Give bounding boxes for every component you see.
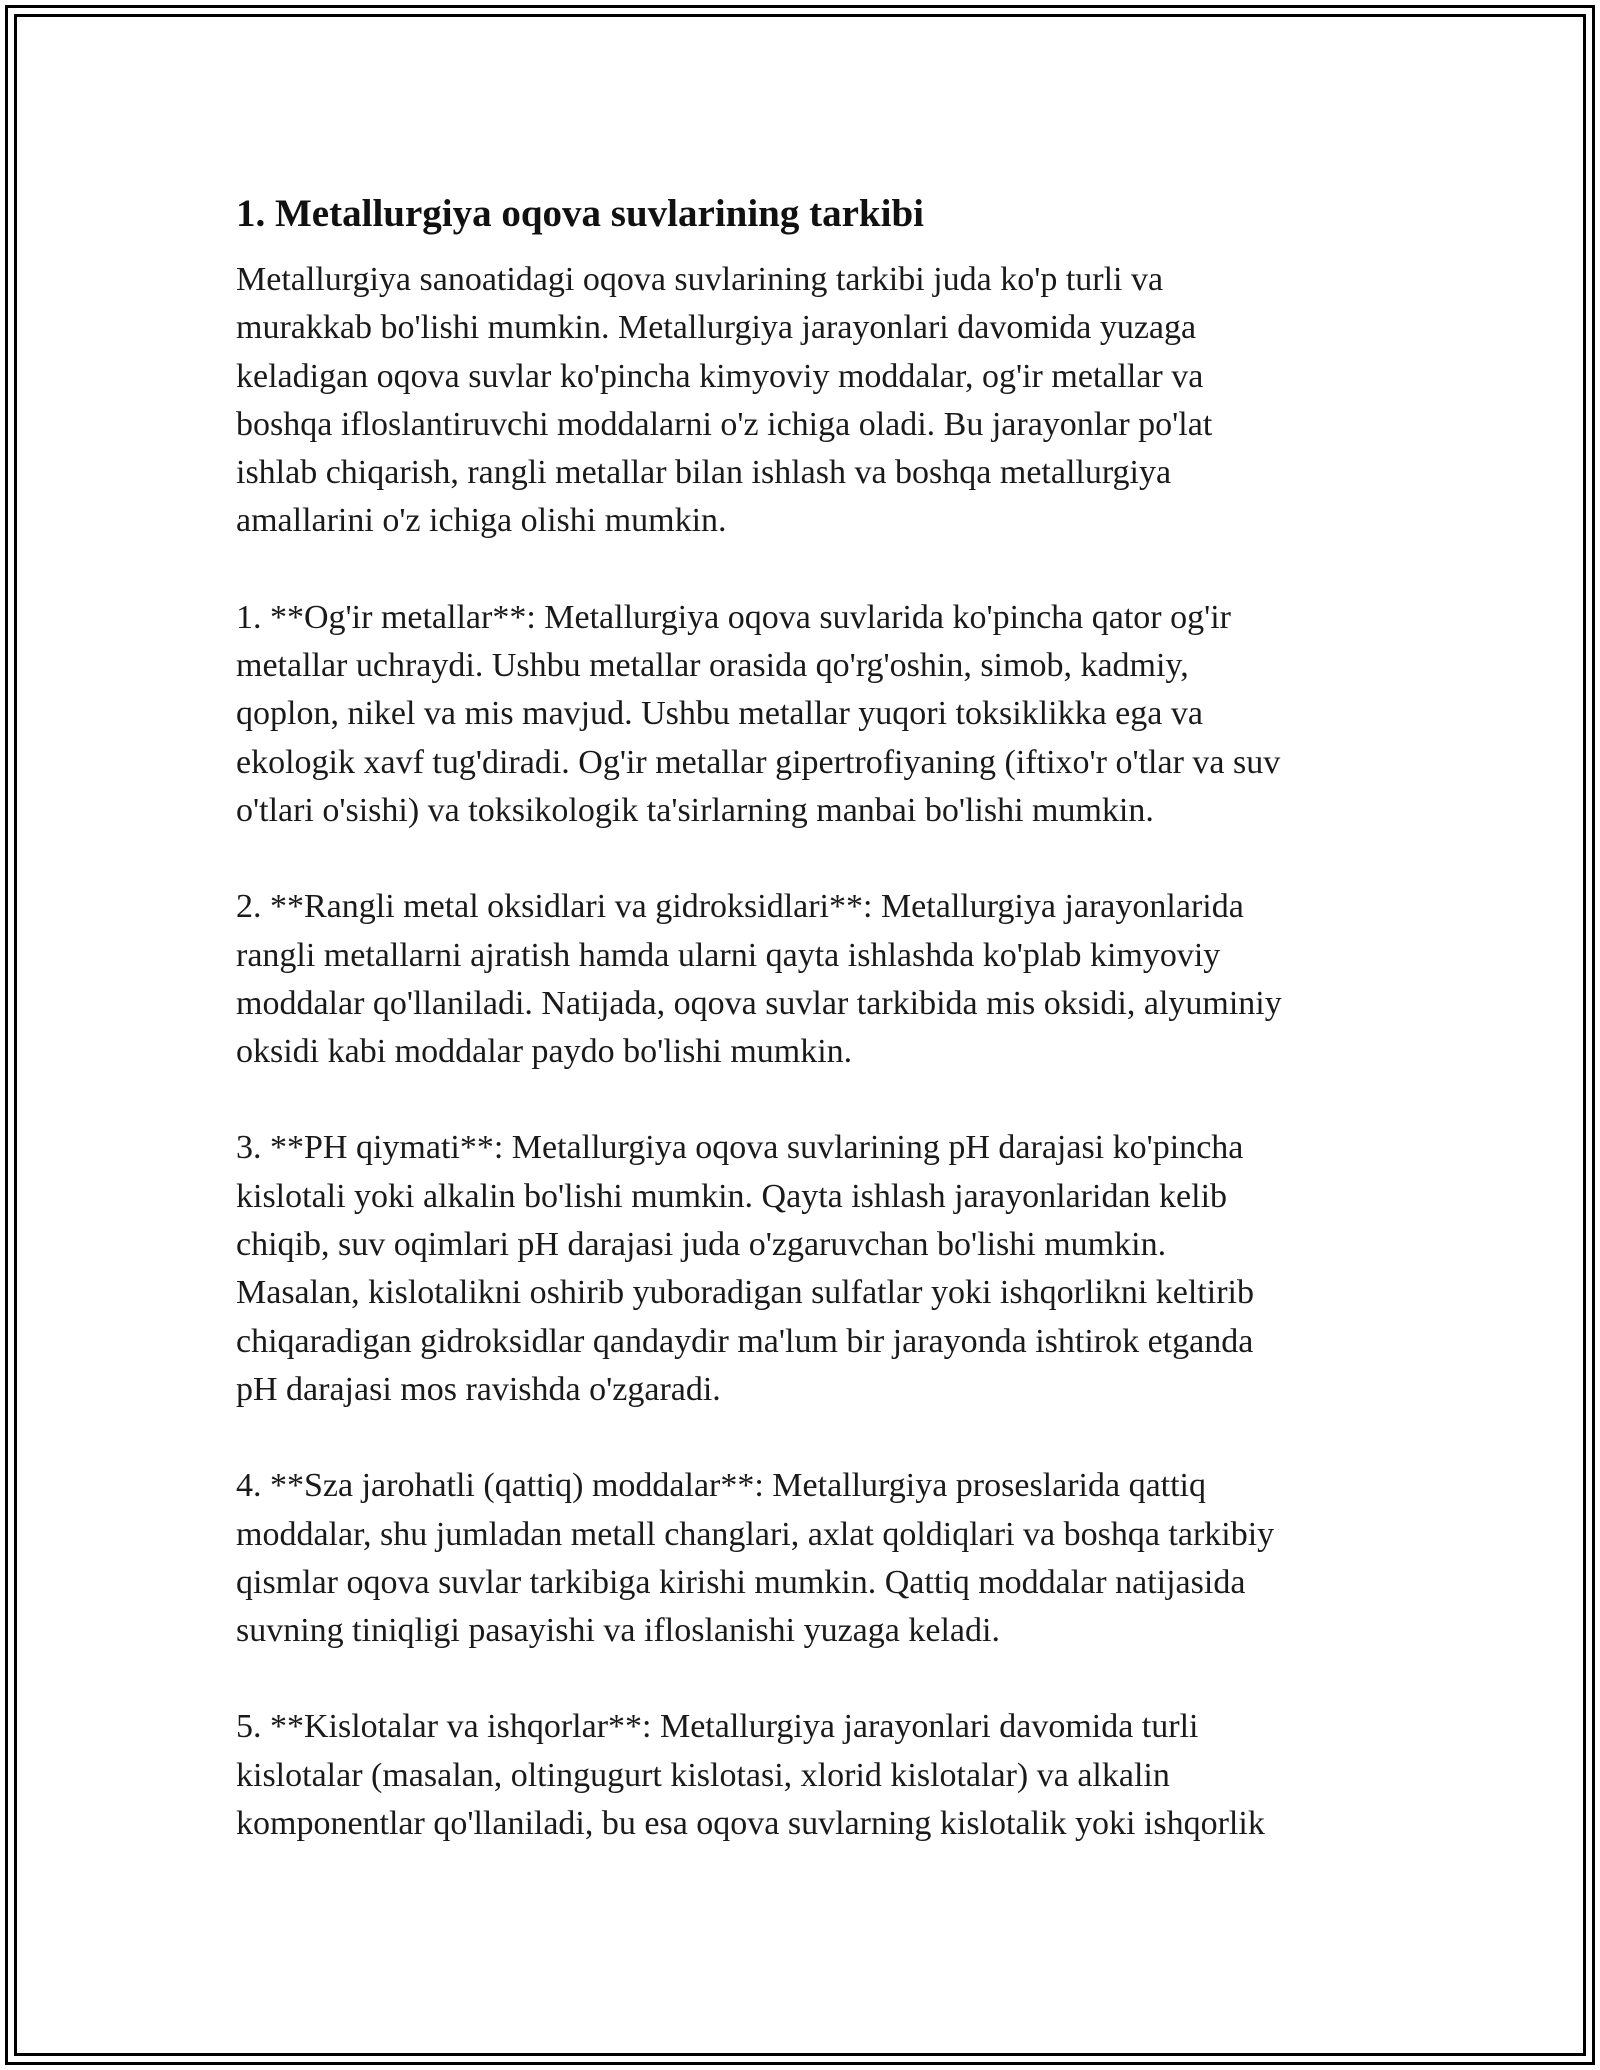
text-line: qoplon, nikel va mis mavjud. Ushbu metallar yuqori toksiklikka ega va xyxy=(236,695,1203,733)
paragraph-solid-matter xyxy=(236,1462,1376,1655)
text-line: boshqa ifloslantiruvchi moddalarni o'z ichiga oladi. Bu jarayonlar po'lat xyxy=(236,405,1213,443)
text-line: kislotali yoki alkalin bo'lishi mumkin. Qayta ishlash jarayonlaridan kelib xyxy=(236,1177,1228,1215)
text-line: metallar uchraydi. Ushbu metallar orasida qo'rg'oshin, simob, kadmiy, xyxy=(236,647,1189,685)
document-body xyxy=(236,186,1376,1896)
paragraph-acids-alkalis xyxy=(236,1703,1376,1848)
text-line: o'tlari o'sishi) va toksikologik ta'sirlarning manbai bo'lishi mumkin. xyxy=(236,791,1154,829)
text-line: pH darajasi mos ravishda o'zgaradi. xyxy=(236,1370,721,1408)
text-line: chiqib, suv oqimlari pH darajasi juda o'zgaruvchan bo'lishi mumkin. xyxy=(236,1226,1167,1264)
paragraph-heavy-metals xyxy=(236,594,1376,835)
paragraph-ph-value xyxy=(236,1124,1376,1414)
text-line: 4. **Sza jarohatli (qattiq) moddalar**: Metallurgiya proseslarida qattiq xyxy=(236,1467,1206,1505)
section-title: 1. Metallurgiya oqova suvlarining tarkibi xyxy=(236,192,924,235)
text-line: ekologik xavf tug'diradi. Og'ir metallar gipertrofiyaning (iftixo'r o'tlar va suv xyxy=(236,743,1281,781)
text-line: keladigan oqova suvlar ko'pincha kimyoviy moddalar, og'ir metallar va xyxy=(236,357,1204,395)
text-line: moddalar qo'llaniladi. Natijada, oqova suvlar tarkibida mis oksidi, alyuminiy xyxy=(236,984,1282,1022)
text-line: 2. **Rangli metal oksidlari va gidroksidlari**: Metallurgiya jarayonlarida xyxy=(236,888,1244,926)
text-line: 3. **PH qiymati**: Metallurgiya oqova suvlarining pH darajasi ko'pincha xyxy=(236,1129,1244,1167)
text-line: oksidi kabi moddalar paydo bo'lishi mumkin. xyxy=(236,1033,853,1071)
text-line: Masalan, kislotalikni oshirib yuboradigan sulfatlar yoki ishqorlikni keltirib xyxy=(236,1274,1254,1312)
text-line: amallarini o'z ichiga olishi mumkin. xyxy=(236,502,727,540)
text-line: 5. **Kislotalar va ishqorlar**: Metallurgiya jarayonlari davomida turli xyxy=(236,1708,1199,1746)
paragraph-intro xyxy=(236,256,1376,546)
text-line: murakkab bo'lishi mumkin. Metallurgiya jarayonlari davomida yuzaga xyxy=(236,309,1197,347)
text-line: Metallurgiya sanoatidagi oqova suvlarining tarkibi juda ko'p turli va xyxy=(236,261,1164,298)
text-line: chiqaradigan gidroksidlar qandaydir ma'lum bir jarayonda ishtirok etganda xyxy=(236,1322,1254,1360)
text-line: rangli metallarni ajratish hamda ularni qayta ishlashda ko'plab kimyoviy xyxy=(236,936,1221,974)
paragraph-metal-oxides xyxy=(236,883,1376,1076)
text-line: qismlar oqova suvlar tarkibiga kirishi mumkin. Qattiq moddalar natijasida xyxy=(236,1563,1246,1601)
text-line: moddalar, shu jumladan metall changlari, axlat qoldiqlari va boshqa tarkibiy xyxy=(236,1515,1275,1553)
text-line: komponentlar qo'llaniladi, bu esa oqova suvlarning kislotalik yoki ishqorlik xyxy=(236,1805,1265,1843)
text-line: suvning tiniqligi pasayishi va ifloslanishi yuzaga keladi. xyxy=(236,1612,1000,1650)
text-line: ishlab chiqarish, rangli metallar bilan ishlash va boshqa metallurgiya xyxy=(236,454,1172,492)
text-line: kislotalar (masalan, oltingugurt kislotasi, xlorid kislotalar) va alkalin xyxy=(236,1756,1170,1794)
text-line: 1. **Og'ir metallar**: Metallurgiya oqova suvlarida ko'pincha qator og'ir xyxy=(236,598,1231,636)
